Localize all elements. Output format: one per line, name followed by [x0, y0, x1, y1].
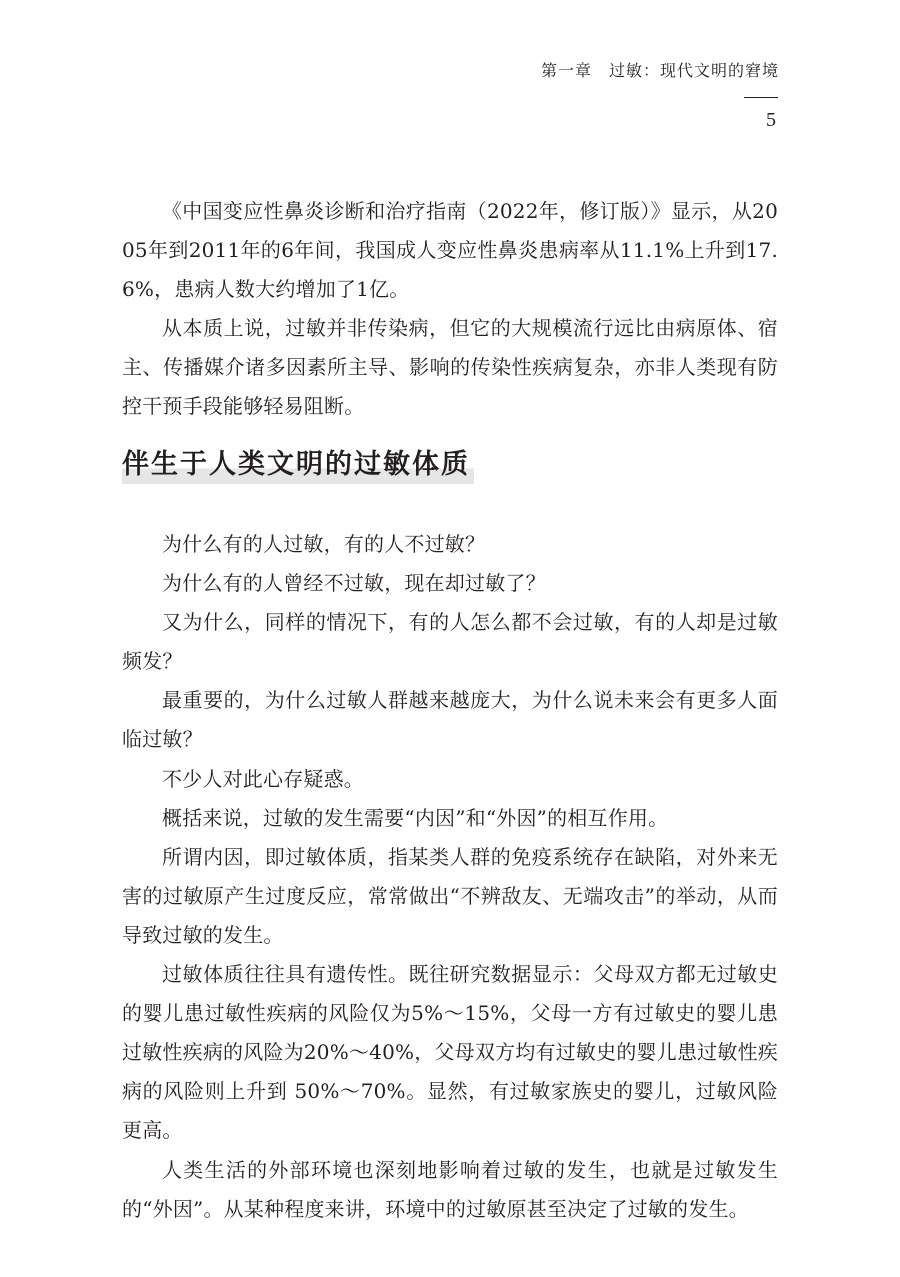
paragraph: 所谓内因，即过敏体质，指某类人群的免疫系统存在缺陷，对外来无害的过敏原产生过度反应，常常做出“不辨敌友、无端攻击”的举动，从而导致过敏的发生。	[122, 844, 778, 947]
section-heading: 伴生于人类文明的过敏体质	[122, 447, 474, 484]
paragraph: 概括来说，过敏的发生需要“内因”和“外因”的相互作用。	[162, 805, 669, 830]
paragraph: 人类生活的外部环境也深刻地影响着过敏的发生，也就是过敏发生的“外因”。从某种程度来讲，环境中的过敏原甚至决定了过敏的发生。	[122, 1157, 778, 1221]
paragraph: 为什么有的人过敏，有的人不过敏？	[162, 532, 486, 556]
paragraph: 为什么有的人曾经不过敏，现在却过敏了？	[162, 571, 546, 596]
page-number: 5	[766, 109, 776, 131]
header-rule	[744, 97, 778, 98]
running-header-chapter-title: 第一章 过敏：现代文明的窘境	[540, 61, 779, 80]
paragraph: 过敏体质往往具有遗传性。既往研究数据显示：父母双方都无过敏史的婴儿患过敏性疾病的风险仅为5%～15%，父母一方有过敏史的婴儿患过敏性疾病的风险为20%～40%，父母双方均有过敏史的婴儿患过敏性疾病的风险则上升到 50%～70%。显然，有过敏家族史的婴儿，过敏风险更高。	[122, 962, 778, 1143]
paragraph: 不少人对此心存疑惑。	[162, 766, 364, 791]
intro-text-block	[122, 192, 778, 427]
paragraph: 《中国变应性鼻炎诊断和治疗指南（2022年，修订版）》显示，从2005年到2011年的6年间，我国成人变应性鼻炎患病率从11.1%上升到17.6%，患病人数大约增加了1亿。	[122, 199, 778, 302]
paragraph: 最重要的，为什么过敏人群越来越庞大，为什么说未来会有更多人面临过敏？	[122, 688, 778, 752]
paragraph: 从本质上说，过敏并非传染病，但它的大规模流行远比由病原体、宿主、传播媒介诸多因素所主导、影响的传染性疾病复杂，亦非人类现有防控干预手段能够轻易阻断。	[122, 316, 778, 419]
section-text-block	[122, 525, 778, 1229]
paragraph: 又为什么，同样的情况下，有的人怎么都不会过敏，有的人却是过敏频发？	[122, 610, 778, 674]
